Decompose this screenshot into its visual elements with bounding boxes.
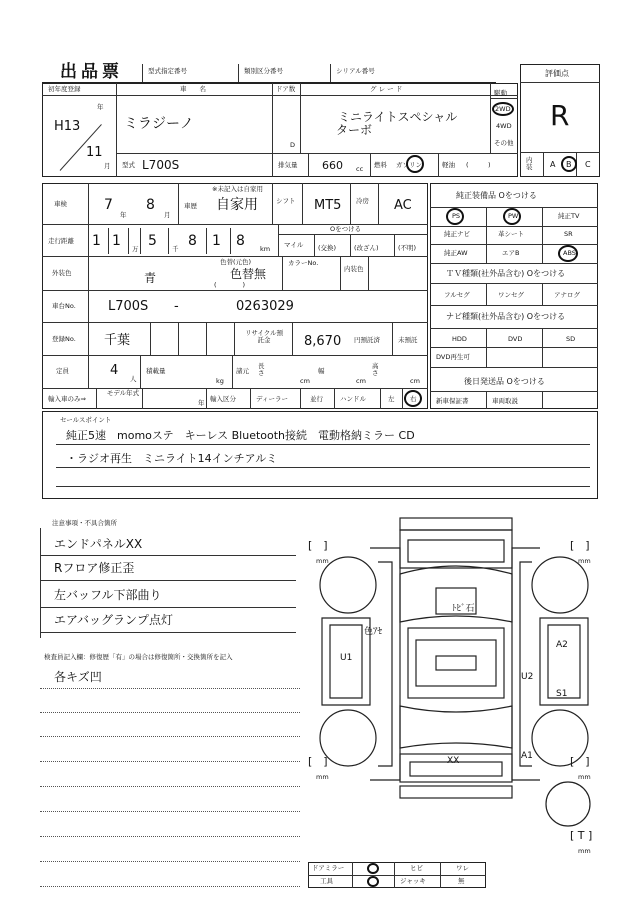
cm-unit: cm — [410, 377, 420, 385]
mm-unit: mm — [578, 773, 591, 781]
fuel-gas: ガソリン — [396, 161, 422, 169]
note-item: Rフロア修正歪 — [54, 561, 135, 575]
man-unit: 万 — [132, 245, 139, 253]
chassis-label: 車台No. — [52, 302, 76, 310]
chassis-dash: - — [174, 299, 179, 314]
serial-number-label: シリアル番号 — [336, 67, 375, 75]
displacement-value: 660 — [322, 159, 343, 172]
circle-note-mileage: Oをつける — [330, 225, 362, 233]
interior-color-label: 内装色 — [344, 265, 364, 273]
fuel-gas-circle — [406, 155, 424, 173]
displacement-label: 排気量 — [278, 161, 298, 169]
first-reg-label: 初年度登録 — [48, 85, 81, 93]
mileage-digit: 1 — [92, 233, 101, 249]
mileage-digit: 1 — [112, 233, 121, 249]
tv-fullseg: フルセグ — [444, 291, 470, 299]
first-reg-month: 11 — [86, 145, 103, 160]
mm-unit: mm — [578, 847, 591, 855]
inspection-month: 8 — [146, 197, 155, 213]
mileage-label: 走行距離 — [48, 237, 74, 245]
grade-label: グ レ ー ド — [370, 85, 403, 93]
modified-label: (改ざん) — [354, 244, 379, 252]
sales-points-label: セールスポイント — [60, 416, 112, 424]
length-label: 長さ — [258, 362, 265, 377]
score-label: 評価点 — [545, 69, 569, 78]
inspection-label: 車検 — [54, 200, 67, 208]
footer-break: ワレ — [456, 864, 469, 872]
fuel-light: 軽油 — [442, 161, 455, 169]
reg-label: 登録No. — [52, 335, 76, 343]
mm-unit: mm — [578, 557, 591, 565]
cm-unit: cm — [300, 377, 310, 385]
later-manual: 車両取説 — [492, 397, 518, 405]
year-unit: 年 — [97, 103, 104, 111]
color-no-label: カラーNo. — [288, 259, 319, 267]
handle-label: ハンドル — [340, 395, 366, 403]
fuel-label: 燃料 — [374, 161, 387, 169]
drive-label: 駆動 — [494, 89, 507, 97]
bracket-mark: [ ] — [570, 755, 590, 768]
shift-value: MT5 — [314, 198, 342, 213]
note-item: 左バッフル下部曲り — [54, 588, 162, 602]
equip-airbag: エアB — [502, 249, 520, 257]
diagram-annotation: U2 — [521, 672, 534, 682]
score-value: R — [550, 99, 570, 132]
diagram-annotation: A2 — [556, 640, 568, 650]
equip-pw-circle — [503, 208, 521, 225]
exterior-value: 青 — [144, 271, 157, 285]
footer-crack: ヒビ — [410, 864, 423, 872]
class-number-label: 類別区分番号 — [244, 67, 283, 75]
import-type-label: 輸入区分 — [210, 395, 236, 403]
year-unit-import: 年 — [198, 399, 205, 407]
exterior-label: 外装色 — [52, 269, 72, 277]
reg-area: 千葉 — [104, 333, 131, 348]
insp-month-unit: 月 — [164, 211, 171, 219]
footer-jack: ジャッキ — [400, 877, 426, 885]
right-label: 右 — [410, 395, 417, 403]
cm-unit: cm — [356, 377, 366, 385]
diagram-annotation: ﾄﾋﾞ石 — [452, 604, 475, 614]
later-title: 後日発送品 Oをつける — [464, 377, 545, 386]
equip-tv: 純正TV — [558, 212, 580, 220]
nav-sd: SD — [566, 335, 576, 343]
repaint-paren: ( ) — [214, 281, 246, 289]
left-label: 左 — [388, 395, 395, 403]
equip-pw: PW — [508, 212, 519, 220]
notes-label: 注意事項・不具合箇所 — [52, 519, 117, 527]
equipment-title: 純正装備品 Oをつける — [456, 191, 537, 200]
equip-leather: 革シート — [498, 230, 524, 238]
grade-line1: ミニライトスペシャル — [338, 110, 458, 124]
inspection-year: 7 — [104, 197, 113, 213]
drive-other: その他 — [494, 139, 514, 147]
interior-b-circle — [561, 156, 577, 172]
inspector-label: 検査員記入欄：修復歴「有」の場合は修復箇所・交換箇所を記入 — [44, 653, 233, 661]
history-note: ※未記入は自家用 — [212, 185, 263, 193]
load-label: 積載量 — [146, 367, 166, 375]
unknown-label: (不明) — [398, 244, 417, 252]
chassis-model: L700S — [108, 299, 149, 314]
sen-unit: 千 — [172, 245, 179, 253]
mileage-digits — [88, 228, 278, 254]
mileage-digit: 8 — [188, 233, 197, 249]
drive-4wd: 4WD — [496, 122, 512, 130]
diagram-annotation: 色ｱｾ — [364, 627, 383, 637]
chassis-number: 0263029 — [236, 299, 294, 314]
insp-year-unit: 年 — [120, 211, 127, 219]
footer-tools-mark — [367, 876, 379, 887]
width-label: 幅 — [318, 367, 325, 375]
ac-value: AC — [394, 198, 412, 213]
details-box — [42, 183, 428, 409]
capacity-unit: 人 — [130, 375, 137, 383]
dvd-playback: DVD再生可 — [436, 353, 470, 361]
equip-abs: ABS — [563, 249, 576, 257]
repaint-label: 色替(元色) — [220, 258, 252, 266]
bracket-mark: [ ] — [308, 539, 328, 552]
nav-dvd: DVD — [508, 335, 523, 343]
car-name-label: 車 名 — [180, 85, 206, 93]
mile-label: マイル — [284, 241, 304, 249]
footer-mirror-mark — [367, 863, 379, 874]
import-label: 輸入車のみ⇒ — [48, 395, 86, 403]
tv-title: ＴＶ種類(社外品含む) Oをつける — [446, 269, 566, 278]
dims-label: 諸元 — [236, 367, 249, 375]
recycle-status1: 円預託済 — [354, 336, 380, 344]
doors-unit: D — [290, 141, 296, 149]
footer-none: 無 — [458, 877, 465, 885]
diagram-annotation: U1 — [340, 653, 353, 663]
equip-aw: 純正AW — [444, 249, 468, 257]
recycle-label: リサイクル預託金 — [244, 329, 284, 344]
month-unit: 月 — [104, 162, 111, 170]
mileage-digit: 8 — [236, 233, 245, 249]
type-number-label: 型式指定番号 — [148, 67, 187, 75]
mm-unit: mm — [316, 557, 329, 565]
doors-label: ドア数 — [276, 85, 296, 93]
equip-ps-circle — [446, 208, 464, 225]
capacity-label: 定員 — [56, 367, 69, 375]
equip-sr: SR — [564, 230, 573, 238]
diagram-annotation: S1 — [556, 689, 568, 699]
grade-line2: ターボ — [336, 123, 373, 137]
car-name: ミラジーノ — [124, 116, 194, 132]
right-circle — [404, 390, 422, 407]
interior-label: 内装 — [526, 156, 533, 171]
diagram-annotation: XX — [447, 756, 460, 766]
exchange-label: (交換) — [318, 244, 337, 252]
mileage-digit: 1 — [212, 233, 221, 249]
fuel-paren: ( ) — [466, 161, 491, 169]
repaint-value: 色替無 — [230, 267, 267, 281]
sales-line1: 純正5速 momoステ キーレス Bluetooth接続 電動格納ミラー CD — [66, 429, 415, 442]
note-item: エンドパネルXX — [54, 537, 143, 551]
interior-a: A — [550, 160, 556, 169]
page-title: 出品票 — [60, 62, 123, 82]
height-label: 高さ — [372, 362, 379, 377]
recycle-status2: 未預託 — [398, 336, 418, 344]
drive-2wd: 2WD — [495, 105, 511, 113]
bracket-mark: [ ] — [570, 539, 590, 552]
mm-unit: mm — [316, 773, 329, 781]
dealer-label: ディーラー — [256, 395, 288, 403]
nav-title: ナビ種類(社外品含む) Oをつける — [446, 312, 566, 321]
kg-unit: kg — [216, 377, 224, 385]
ac-label: 冷房 — [356, 197, 369, 205]
footer-mirror: ドアミラー — [312, 864, 345, 872]
model-label: 型式 — [122, 161, 135, 169]
model-value: L700S — [142, 158, 180, 172]
tv-analog: アナログ — [554, 291, 580, 299]
parallel-label: 並行 — [310, 395, 323, 403]
interior-b: B — [566, 160, 572, 169]
interior-c: C — [585, 160, 591, 169]
equip-abs-circle — [558, 245, 578, 262]
mileage-digit: 5 — [148, 233, 157, 249]
drive-2wd-circle — [492, 102, 514, 116]
equip-nav: 純正ナビ — [444, 230, 470, 238]
equip-ps: PS — [452, 212, 461, 220]
bracket-mark: [ ] — [308, 755, 328, 768]
diagram-annotation: A1 — [521, 751, 533, 761]
inspector-item: 各キズ凹 — [54, 670, 102, 684]
note-item: エアバッグランプ点灯 — [54, 613, 174, 627]
model-year-label: モデル年式 — [106, 389, 140, 397]
history-label: 車歴 — [184, 202, 197, 210]
first-reg-year: H13 — [54, 119, 81, 134]
km-unit: km — [260, 245, 271, 253]
shift-label: シフト — [276, 197, 296, 205]
footer-tools: 工具 — [320, 877, 333, 885]
history-value: 自家用 — [216, 197, 258, 213]
sales-line2: ・ラジオ再生 ミニライト14インチアルミ — [66, 452, 278, 465]
tv-oneseg: ワンセグ — [498, 291, 524, 299]
car-body-diagram — [300, 510, 610, 860]
bracket-t-mark: [ T ] — [570, 829, 593, 842]
recycle-amount: 8,670 — [304, 334, 342, 349]
later-warranty: 新車保証書 — [436, 397, 469, 405]
nav-hdd: HDD — [452, 335, 467, 343]
cc-unit: cc — [356, 165, 364, 173]
capacity-value: 4 — [110, 363, 119, 378]
